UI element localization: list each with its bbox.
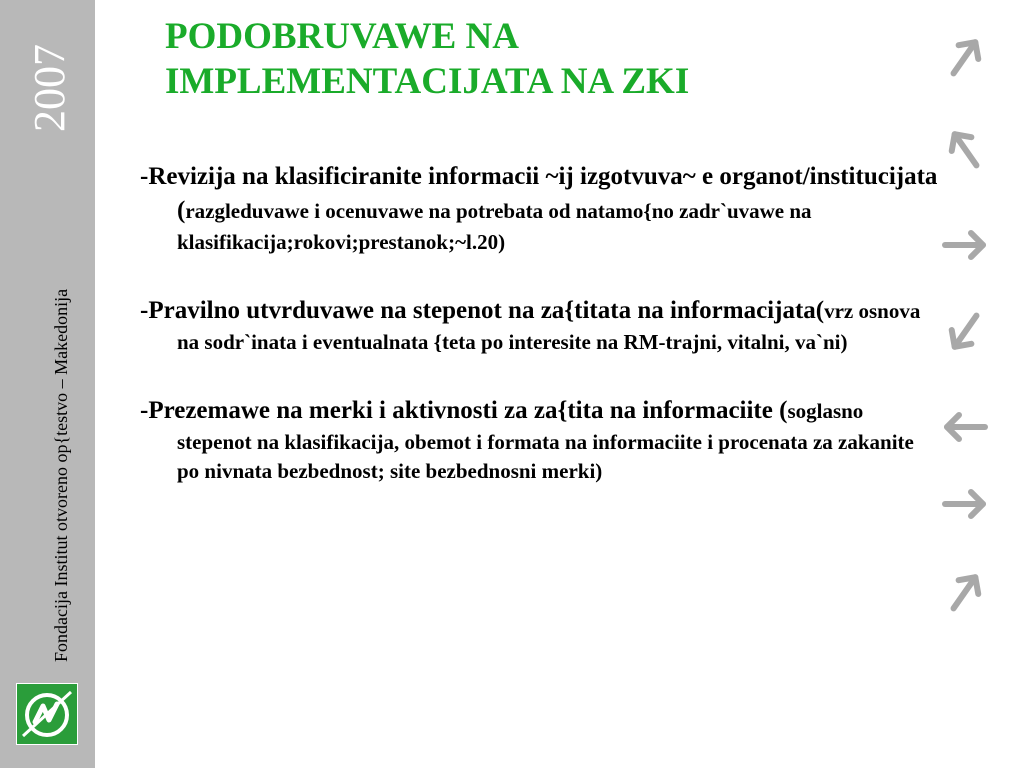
arrow-up-right-icon [938, 565, 992, 619]
decorative-arrow-column [920, 30, 1010, 650]
bullet-close: ) [595, 459, 603, 483]
bullet-close: ) [498, 230, 506, 254]
bullet-lead: -Prezemawe na merki i aktivnosti za za{tita na informaciite ( [140, 397, 788, 424]
logo-mark [17, 684, 77, 744]
organization-label: Fondacija Institut otvoreno op{testvo – Makedonija [51, 288, 71, 662]
title-line-2: IMPLEMENTACIJATA NA ZKI [165, 61, 690, 102]
bullet-measures [140, 394, 940, 486]
foundation-logo-icon [16, 683, 78, 745]
bullet-detail: vrz osnova na sodr`inata i eventualnata {teta po interesite na RM-trajni, vitalni, va`ni [177, 299, 921, 354]
bullet-lead: -Revizija na klasificiranite informacii ~ij izgotvuva~ e organot/institucijata ( [140, 163, 938, 224]
bullet-protection-level [140, 294, 940, 357]
arrow-left-icon [938, 400, 992, 454]
title-line-1: PODOBRUVAWE NA [165, 16, 519, 57]
page-title [165, 14, 905, 104]
sidebar [0, 0, 95, 768]
arrow-up-left-icon [938, 122, 992, 176]
bullet-detail: soglasno stepenot na klasifikacija, obemot i formata na informaciite i procenata za zakanite po nivnata bezbednost; site bezbednosni merki [177, 399, 914, 483]
bullet-detail: razgleduvawe i ocenuvawe na potrebata od natamo{no zadr`uvawe na klasifikacija;rokovi;prestanok;~l.20 [177, 199, 812, 254]
bullet-list [140, 160, 940, 523]
arrow-right-icon [938, 477, 992, 531]
bullet-lead: -Pravilno utvrduvawe na stepenot na za{titata na informacijata( [140, 297, 825, 324]
arrow-right-icon [938, 218, 992, 272]
arrow-down-left-icon [938, 305, 992, 359]
bullet-revision [140, 160, 940, 257]
year-label: 2007 [25, 44, 74, 132]
bullet-close: ) [840, 330, 848, 354]
arrow-up-right-icon [938, 30, 992, 84]
